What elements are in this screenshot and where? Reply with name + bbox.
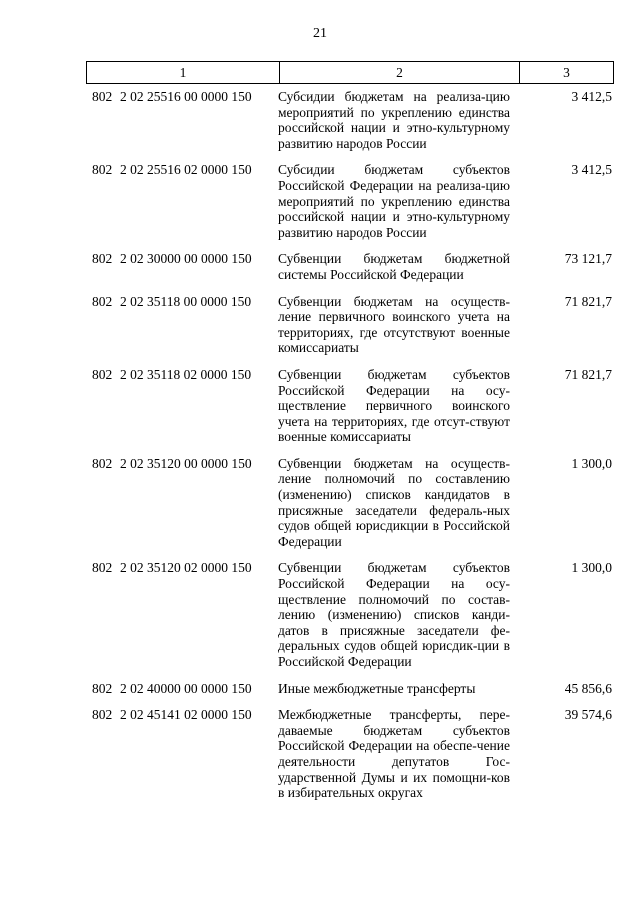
admin-code: 802 [92,560,113,576]
budget-code: 2 02 45141 02 0000 150 [120,707,252,723]
table-row [92,707,612,801]
row-amount: 71 821,7 [564,366,612,382]
table-row [92,89,612,151]
row-amount: 1 300,0 [571,560,612,576]
row-amount: 73 121,7 [564,251,612,267]
budget-code: 2 02 25516 02 0000 150 [120,162,252,178]
admin-code: 802 [92,162,113,178]
row-description: Субвенции бюджетам субъектов Российской Федерации на осу-ществление первичного воинского учета на территориях, где отсут-ствуют военные комиссариаты [278,366,510,445]
row-description: Субвенции бюджетам бюджетной системы Российской Федерации [278,251,510,282]
row-description: Субвенции бюджетам на осуществ-ление полномочий по составлению (изменению) списков кандидатов в присяжные заседатели федераль-ных судов общей юрисдикции в Российской Федерации [278,455,510,549]
row-description: Субсидии бюджетам субъектов Российской Федерации на реализа-цию мероприятий по укреплению единства российской нации и этно-культурному развитию народов России [278,162,510,240]
admin-code: 802 [92,89,113,104]
row-amount: 1 300,0 [571,455,612,471]
budget-code: 2 02 35118 02 0000 150 [120,366,252,382]
table-row [92,367,612,445]
row-description: Иные межбюджетные трансферты [278,680,476,696]
budget-code: 2 02 35120 02 0000 150 [120,560,252,576]
table-body [92,89,612,812]
table-row [92,294,612,356]
budget-code: 2 02 40000 00 0000 150 [120,680,252,696]
table-row [92,681,612,697]
table-row [92,162,612,240]
admin-code: 802 [92,455,113,471]
table-header [86,61,614,84]
header-col-3: 3 [520,62,614,84]
table-row [92,251,612,282]
table-row [92,560,612,669]
row-description: Межбюджетные трансферты, пере-даваемые бюджетам субъектов Российской Федерации на обеспе-чение деятельности депутатов Гос-ударственной Думы и их помощни-ков в избирательных округах [278,707,510,801]
budget-code: 2 02 35120 00 0000 150 [120,455,252,471]
budget-code: 2 02 35118 00 0000 150 [120,293,252,309]
budget-code: 2 02 25516 00 0000 150 [120,89,252,104]
row-description: Субвенции бюджетам субъектов Российской Федерации на осу-ществление полномочий по состав-лению (изменению) списков канди-датов в присяжные заседатели фе-деральных судов общей юрисдик-ции в Российской Федерации [278,560,510,669]
admin-code: 802 [92,707,113,723]
page-number: 21 [313,26,327,41]
budget-code: 2 02 30000 00 0000 150 [120,251,252,267]
admin-code: 802 [92,366,113,382]
row-amount: 71 821,7 [564,293,612,309]
header-col-1: 1 [87,62,280,84]
table-row [92,456,612,550]
row-amount: 3 412,5 [571,162,612,178]
header-col-2: 2 [280,62,520,84]
row-description: Субвенции бюджетам на осуществ-ление первичного воинского учета на территориях, где отсутствуют военные комиссариаты [278,293,510,356]
admin-code: 802 [92,293,113,309]
row-description: Субсидии бюджетам на реализа-цию мероприятий по укреплению единства российской нации и этно-культурному развитию народов России [278,89,510,151]
row-amount: 39 574,6 [564,707,612,723]
header-row [87,62,614,84]
row-amount: 45 856,6 [564,680,612,696]
admin-code: 802 [92,680,113,696]
row-amount: 3 412,5 [571,89,612,104]
admin-code: 802 [92,251,113,267]
